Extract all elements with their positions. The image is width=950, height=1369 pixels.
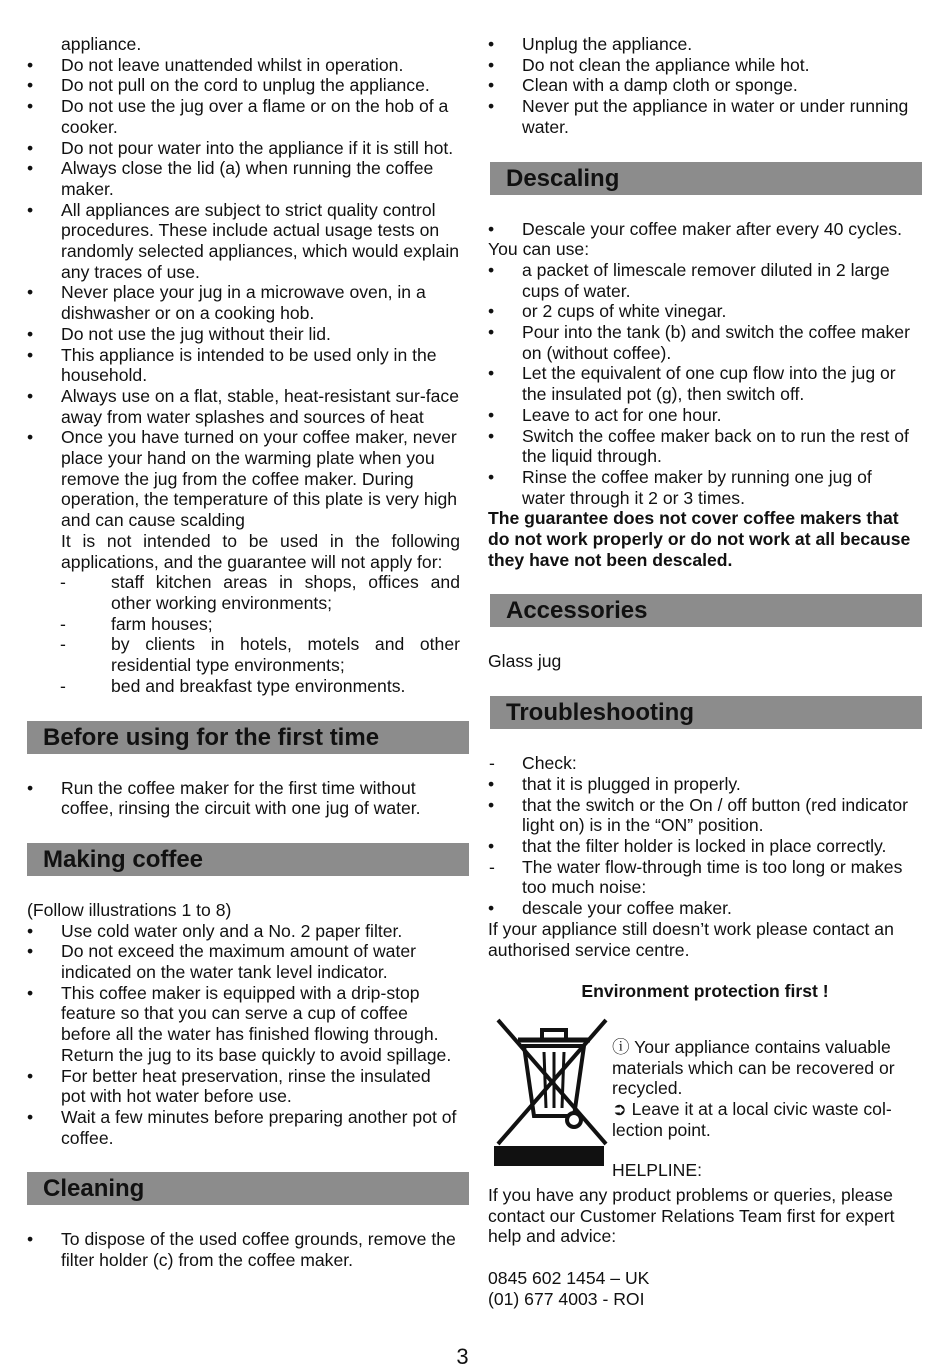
helpline-roi-number: (01) 677 4003 - ROI	[488, 1288, 645, 1309]
list-item: • Clean with a damp cloth or sponge.	[488, 75, 918, 96]
section-heading-before-first-use: Before using for the first time	[27, 721, 469, 754]
service-contact-text: If your appliance still doesn’t work please contact an authorised service centre.	[488, 918, 894, 960]
list-item: • Do not leave unattended whilst in operation.	[27, 55, 460, 76]
list-item: • a packet of limescale remover diluted in 2 large cups of water.	[488, 260, 918, 301]
helpline-label: HELPLINE:	[612, 1160, 702, 1181]
list-item: • Unplug the appliance.	[488, 34, 918, 55]
list-item: • This appliance is intended to be used only in the household.	[27, 345, 460, 386]
list-item: • Always use on a flat, stable, heat-resistant sur-face away from water splashes and sources of heat	[27, 386, 460, 427]
list-item: • Run the coffee maker for the first time without coffee, rinsing the circuit with one jug of water.	[27, 778, 460, 819]
helpline-uk-number: 0845 602 1454 – UK	[488, 1268, 650, 1289]
safety-list	[27, 34, 460, 531]
not-intended-list	[27, 572, 460, 696]
guarantee-warning: The guarantee does not cover coffee makers that do not work properly or do not work at all because they have not been descaled.	[488, 508, 911, 570]
page-number: 3	[456, 1344, 469, 1369]
list-item: - staff kitchen areas in shops, offices and other working environments;	[27, 572, 460, 613]
list-item: - farm houses;	[27, 614, 460, 635]
list-item: • Leave to act for one hour.	[488, 405, 918, 426]
valuable-materials-text: ⓘ Your appliance contains valuable materials which can be recovered or recycled.	[612, 1036, 895, 1099]
cleaning-list	[27, 1229, 460, 1270]
crossed-out-bin-icon	[494, 1016, 612, 1166]
list-item: • Switch the coffee maker back on to run the rest of the liquid through.	[488, 426, 918, 467]
list-item: • Let the equivalent of one cup flow into the jug or the insulated pot (g), then switch off.	[488, 363, 918, 404]
not-intended-note: It is not intended to be used in the following applications, and the guarantee will not apply for:	[61, 530, 460, 572]
descaling-first-list	[488, 219, 918, 240]
list-item: • or 2 cups of white vinegar.	[488, 301, 918, 322]
list-item: • Do not clean the appliance while hot.	[488, 55, 918, 76]
right-column	[488, 34, 918, 1309]
list-item: • All appliances are subject to strict quality control procedures. These include actual usage tests on randomly selected appliances, which would explain any traces of use.	[27, 200, 460, 283]
list-item: • Never put the appliance in water or under running water.	[488, 96, 918, 137]
troubleshooting-list	[488, 753, 918, 919]
helpline-text: If you have any product problems or queries, please contact our Customer Relations Team first for expert help and advice:	[488, 1184, 895, 1247]
list-item: • Wait a few minutes before preparing another pot of coffee.	[27, 1107, 460, 1148]
list-item: • that the switch or the On / off button (red indicator light on) is in the “ON” position.	[488, 795, 918, 836]
descaling-list	[488, 260, 918, 508]
making-coffee-list	[27, 921, 460, 1149]
list-item: • Do not pour water into the appliance if it is still hot.	[27, 138, 460, 159]
waste-collection-text: ➲ Leave it at a local civic waste col-lection point.	[612, 1099, 892, 1140]
making-coffee-intro: (Follow illustrations 1 to 8)	[27, 899, 232, 920]
environment-heading: Environment protection first !	[581, 981, 829, 1002]
section-heading-accessories: Accessories	[490, 594, 922, 627]
section-heading-troubleshooting: Troubleshooting	[490, 696, 922, 729]
list-item: • Always close the lid (a) when running the coffee maker.	[27, 158, 460, 199]
list-item: appliance.	[61, 34, 142, 54]
accessories-text: Glass jug	[488, 651, 562, 672]
list-item: • that it is plugged in properly.	[488, 774, 918, 795]
before-first-use-list	[27, 778, 460, 819]
list-item: • To dispose of the used coffee grounds, remove the filter holder (c) from the coffee maker.	[27, 1229, 460, 1270]
section-heading-descaling: Descaling	[490, 162, 922, 195]
list-item: • Do not pull on the cord to unplug the appliance.	[27, 75, 460, 96]
section-heading-making-coffee: Making coffee	[27, 843, 469, 876]
environment-block	[488, 1016, 918, 1201]
list-item: - Check:	[488, 753, 918, 774]
list-item: • that the filter holder is locked in place correctly.	[488, 836, 918, 857]
section-heading-cleaning: Cleaning	[27, 1172, 469, 1205]
list-item: • Use cold water only and a No. 2 paper filter.	[27, 921, 460, 942]
list-item: • Do not use the jug without their lid.	[27, 324, 460, 345]
list-item: • Descale your coffee maker after every 40 cycles.	[488, 219, 918, 240]
list-item: - by clients in hotels, motels and other residential type environments;	[27, 634, 460, 675]
list-item: - bed and breakfast type environments.	[27, 676, 460, 697]
list-item: • For better heat preservation, rinse the insulated pot with hot water before use.	[27, 1066, 460, 1107]
list-item: • descale your coffee maker.	[488, 898, 918, 919]
list-item: • Pour into the tank (b) and switch the coffee maker on (without coffee).	[488, 322, 918, 363]
cleaning-continued-list	[488, 34, 918, 138]
list-item: - The water flow-through time is too long or makes too much noise:	[488, 857, 918, 898]
list-item: • Rinse the coffee maker by running one jug of water through it 2 or 3 times.	[488, 467, 918, 508]
list-item: • This coffee maker is equipped with a drip-stop feature so that you can serve a cup of coffee before all the water has finished flowing through. Return the jug to its base quickly to avoid spillage.	[27, 983, 460, 1066]
list-item: • Do not use the jug over a flame or on the hob of a cooker.	[27, 96, 460, 137]
you-can-use-label: You can use:	[488, 239, 590, 260]
left-column	[27, 34, 460, 1271]
list-item: • Never place your jug in a microwave oven, in a dishwasher or on a cooking hob.	[27, 282, 460, 323]
environment-text	[612, 1037, 918, 1181]
list-item: • Once you have turned on your coffee maker, never place your hand on the warming plate when you remove the jug from the coffee maker. During operation, the temperature of this plate is very high and can cause scalding	[27, 427, 460, 531]
list-item: • Do not exceed the maximum amount of water indicated on the water tank level indicator.	[27, 941, 460, 982]
